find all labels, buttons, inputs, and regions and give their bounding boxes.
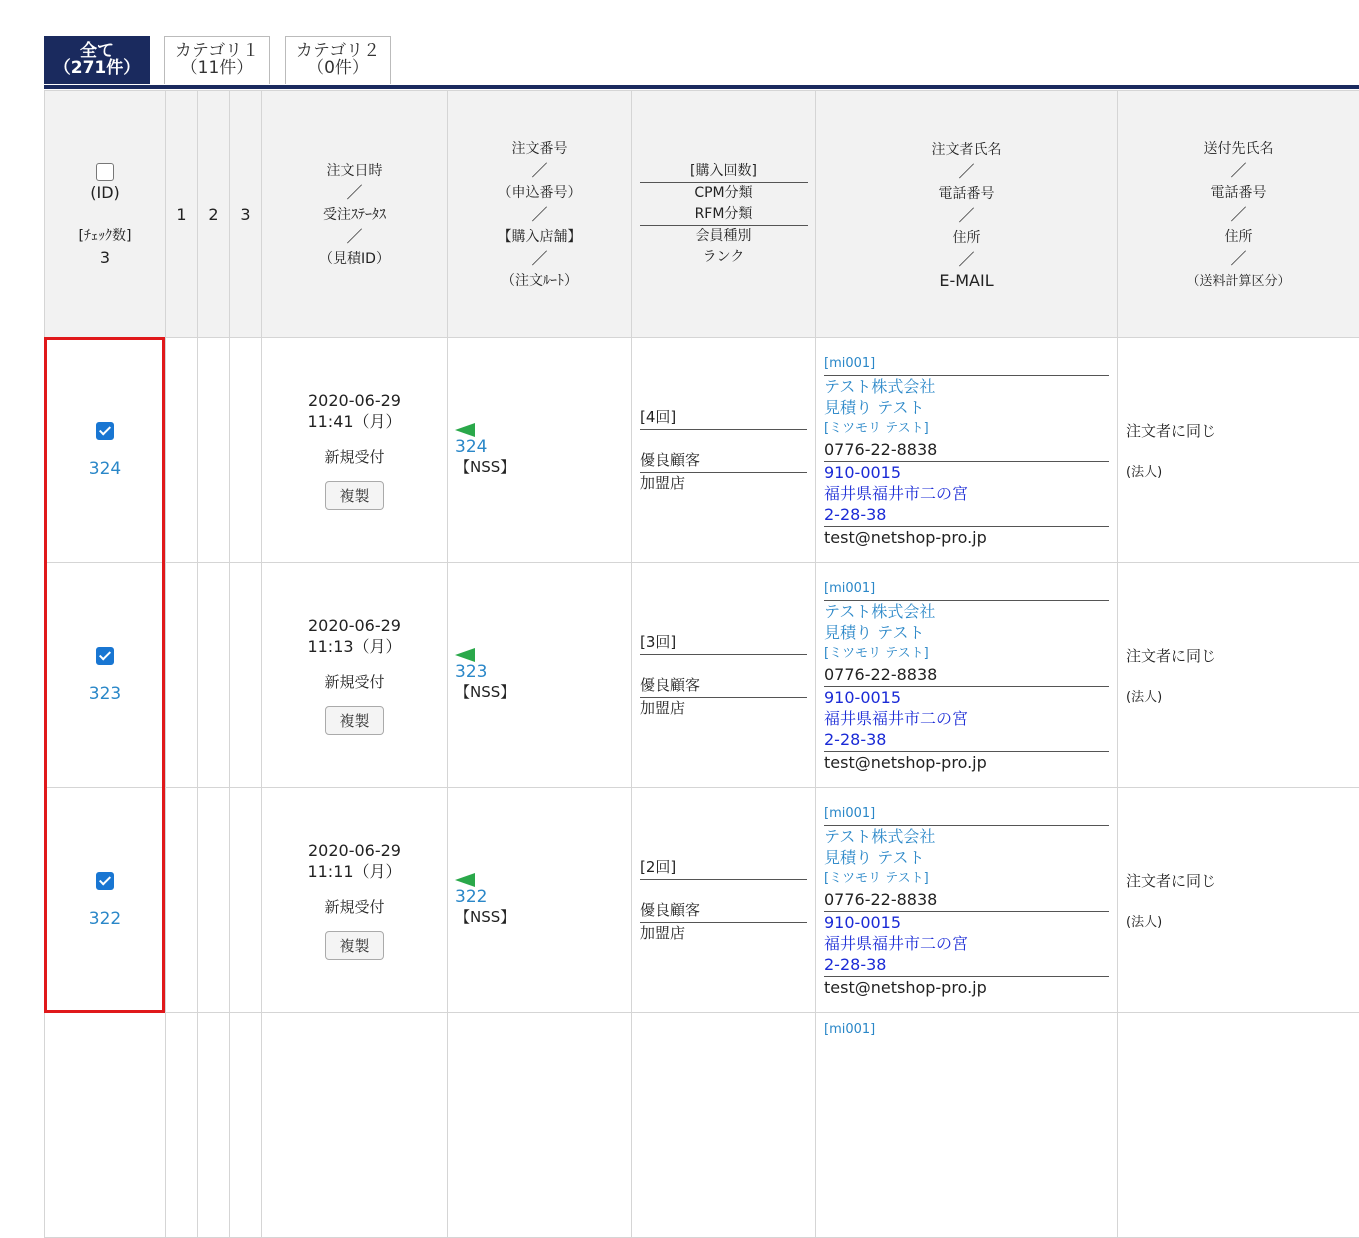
customer-address[interactable]: 福井県福井市二の宮 bbox=[824, 483, 1109, 504]
order-time: 11:41（月） bbox=[307, 412, 401, 431]
duplicate-button[interactable]: 複製 bbox=[325, 931, 383, 960]
row-rank-cell bbox=[632, 788, 816, 1013]
customer-address-2[interactable]: 2-28-38 bbox=[824, 504, 1109, 527]
customer-code[interactable]: [mi001] bbox=[824, 353, 1109, 376]
order-date: 2020-06-29 bbox=[308, 616, 401, 635]
order-date: 2020-06-29 bbox=[308, 841, 401, 860]
customer-code[interactable]: [mi001] bbox=[824, 578, 1109, 601]
flag-icon bbox=[455, 873, 475, 887]
header-date bbox=[262, 91, 448, 338]
row-customer-cell bbox=[816, 563, 1118, 788]
order-status: 新規受付 bbox=[262, 896, 447, 917]
cpm-class: 優良顧客 bbox=[640, 450, 807, 473]
header-date-line: （見積ID） bbox=[319, 251, 390, 267]
tab-underline bbox=[44, 85, 1359, 89]
purchase-shop: 【NSS】 bbox=[455, 907, 631, 927]
header-rank-rank: ランク bbox=[640, 247, 808, 268]
row-order-cell bbox=[448, 1013, 632, 1238]
header-cust-line: E-MAIL bbox=[939, 271, 993, 290]
cpm-class: 優良顧客 bbox=[640, 900, 807, 923]
customer-email: test@netshop-pro.jp bbox=[824, 977, 1109, 998]
row-col-2 bbox=[198, 563, 230, 788]
ship-name: 注文者に同じ bbox=[1126, 645, 1359, 666]
row-select-cell bbox=[45, 788, 166, 1013]
row-shipping-cell bbox=[1118, 1013, 1359, 1238]
table-row bbox=[45, 788, 1359, 1013]
flag-icon bbox=[455, 648, 475, 662]
customer-zip[interactable]: 910-0015 bbox=[824, 912, 1109, 933]
row-order-cell bbox=[448, 563, 632, 788]
duplicate-button[interactable]: 複製 bbox=[325, 706, 383, 735]
row-date-cell bbox=[262, 788, 448, 1013]
customer-code[interactable]: [mi001] bbox=[824, 1019, 1109, 1040]
flag-icon bbox=[455, 423, 475, 437]
header-ship-line: 送付先氏名 bbox=[1204, 141, 1274, 157]
header-date-line: 注文日時 bbox=[327, 163, 383, 179]
tab-category-1-count: （11件） bbox=[165, 60, 269, 77]
header-col-1: 1 bbox=[166, 91, 198, 338]
header-sep: ／ bbox=[1230, 161, 1246, 180]
row-customer-cell bbox=[816, 338, 1118, 563]
customer-code[interactable]: [mi001] bbox=[824, 803, 1109, 826]
header-sep: ／ bbox=[531, 249, 547, 268]
row-checkbox[interactable] bbox=[96, 872, 114, 890]
row-checkbox[interactable] bbox=[96, 422, 114, 440]
header-col-2: 2 bbox=[198, 91, 230, 338]
header-col-3: 3 bbox=[230, 91, 262, 338]
order-status: 新規受付 bbox=[262, 446, 447, 467]
select-all-checkbox[interactable] bbox=[96, 163, 114, 181]
header-sep: ／ bbox=[1230, 205, 1246, 224]
order-id-link[interactable]: 324 bbox=[89, 459, 121, 479]
purchase-shop: 【NSS】 bbox=[455, 682, 631, 702]
header-sep: ／ bbox=[1230, 249, 1246, 268]
header-sep: ／ bbox=[531, 161, 547, 180]
tab-all[interactable] bbox=[44, 36, 150, 84]
order-status: 新規受付 bbox=[262, 671, 447, 692]
header-cust-line: 住所 bbox=[953, 230, 981, 246]
tab-all-count: （271件） bbox=[45, 60, 149, 77]
table-row bbox=[45, 338, 1359, 563]
orders-table bbox=[44, 90, 1359, 1238]
purchase-count: [2回] bbox=[640, 857, 807, 880]
customer-name[interactable]: 見積り テスト bbox=[824, 847, 1109, 868]
row-col-2 bbox=[198, 1013, 230, 1238]
customer-address[interactable]: 福井県福井市二の宮 bbox=[824, 708, 1109, 729]
purchase-shop: 【NSS】 bbox=[455, 457, 631, 477]
header-customer bbox=[816, 91, 1118, 338]
duplicate-button[interactable]: 複製 bbox=[325, 481, 383, 510]
order-number-link[interactable]: 323 bbox=[455, 662, 631, 682]
customer-company[interactable]: テスト株式会社 bbox=[824, 826, 1109, 847]
table-header-row bbox=[45, 91, 1359, 338]
order-time: 11:13（月） bbox=[307, 637, 401, 656]
header-sep: ／ bbox=[958, 162, 974, 181]
row-shipping-cell bbox=[1118, 338, 1359, 563]
cpm-class: 優良顧客 bbox=[640, 675, 807, 698]
ship-name: 注文者に同じ bbox=[1126, 420, 1359, 441]
tab-category-1[interactable] bbox=[164, 36, 270, 84]
header-cust-line: 注文者氏名 bbox=[932, 142, 1002, 158]
header-order-line: （注文ﾙｰﾄ） bbox=[501, 273, 578, 289]
row-col-2 bbox=[198, 338, 230, 563]
customer-tel: 0776-22-8838 bbox=[824, 889, 1109, 912]
ship-calc: (法人) bbox=[1126, 911, 1359, 930]
row-col-3 bbox=[230, 788, 262, 1013]
tab-category-2-count: （0件） bbox=[286, 60, 390, 77]
order-id-link[interactable]: 322 bbox=[89, 909, 121, 929]
row-col-1 bbox=[166, 338, 198, 563]
row-order-cell bbox=[448, 788, 632, 1013]
order-id-link[interactable]: 323 bbox=[89, 684, 121, 704]
tab-category-2[interactable] bbox=[285, 36, 391, 84]
header-id-label: (ID) bbox=[90, 183, 120, 202]
header-ship-line: 電話番号 bbox=[1211, 185, 1267, 201]
table-row bbox=[45, 563, 1359, 788]
row-customer-cell bbox=[816, 1013, 1118, 1238]
header-ship-line: 住所 bbox=[1225, 229, 1253, 245]
row-rank-cell bbox=[632, 338, 816, 563]
customer-email: test@netshop-pro.jp bbox=[824, 527, 1109, 548]
purchase-count: [3回] bbox=[640, 632, 807, 655]
header-id bbox=[45, 91, 166, 338]
header-order bbox=[448, 91, 632, 338]
header-sep: ／ bbox=[346, 227, 362, 246]
customer-tel: 0776-22-8838 bbox=[824, 664, 1109, 687]
row-select-cell bbox=[45, 338, 166, 563]
customer-zip[interactable]: 910-0015 bbox=[824, 687, 1109, 708]
header-rank bbox=[632, 91, 816, 338]
header-rank-count: [購入回数] bbox=[640, 161, 808, 183]
row-checkbox[interactable] bbox=[96, 647, 114, 665]
customer-kana: [ミツモリ テスト] bbox=[824, 418, 1109, 439]
header-check-count: 3 bbox=[100, 248, 110, 267]
header-order-line: （申込番号） bbox=[498, 185, 582, 201]
customer-zip[interactable]: 910-0015 bbox=[824, 462, 1109, 483]
header-date-line: 受注ｽﾃｰﾀｽ bbox=[323, 207, 386, 223]
member-type: 加盟店 bbox=[640, 698, 807, 719]
header-order-line: 【購入店舗】 bbox=[498, 229, 582, 245]
order-number-link[interactable]: 324 bbox=[455, 437, 631, 457]
table-row-partial bbox=[45, 1013, 1359, 1238]
customer-name[interactable]: 見積り テスト bbox=[824, 397, 1109, 418]
order-date: 2020-06-29 bbox=[308, 391, 401, 410]
customer-company[interactable]: テスト株式会社 bbox=[824, 376, 1109, 397]
row-col-1 bbox=[166, 563, 198, 788]
header-cust-line: 電話番号 bbox=[939, 186, 995, 202]
header-check-label: [ﾁｪｯｸ数] bbox=[79, 228, 132, 244]
customer-address-2[interactable]: 2-28-38 bbox=[824, 729, 1109, 752]
customer-address[interactable]: 福井県福井市二の宮 bbox=[824, 933, 1109, 954]
tab-category-2-label: カテゴリ２ bbox=[296, 41, 380, 61]
header-sep: ／ bbox=[958, 250, 974, 269]
member-type: 加盟店 bbox=[640, 923, 807, 944]
ship-calc: (法人) bbox=[1126, 461, 1359, 480]
row-shipping-cell bbox=[1118, 788, 1359, 1013]
ship-name: 注文者に同じ bbox=[1126, 870, 1359, 891]
row-col-3 bbox=[230, 1013, 262, 1238]
row-col-3 bbox=[230, 563, 262, 788]
header-rank-member: 会員種別 bbox=[640, 226, 808, 247]
row-rank-cell bbox=[632, 1013, 816, 1238]
customer-name[interactable]: 見積り テスト bbox=[824, 622, 1109, 643]
order-time: 11:11（月） bbox=[307, 862, 401, 881]
row-col-1 bbox=[166, 1013, 198, 1238]
row-col-1 bbox=[166, 788, 198, 1013]
row-date-cell bbox=[262, 563, 448, 788]
header-rank-cpm: CPM分類 bbox=[640, 183, 808, 204]
customer-address-2[interactable]: 2-28-38 bbox=[824, 954, 1109, 977]
tab-all-label: 全て bbox=[80, 41, 114, 61]
header-order-line: 注文番号 bbox=[512, 141, 568, 157]
row-customer-cell bbox=[816, 788, 1118, 1013]
customer-email: test@netshop-pro.jp bbox=[824, 752, 1109, 773]
header-shipping bbox=[1118, 91, 1359, 338]
order-number-link[interactable]: 322 bbox=[455, 887, 631, 907]
row-col-3 bbox=[230, 338, 262, 563]
ship-calc: (法人) bbox=[1126, 686, 1359, 705]
row-order-cell bbox=[448, 338, 632, 563]
row-shipping-cell bbox=[1118, 563, 1359, 788]
row-date-cell bbox=[262, 1013, 448, 1238]
header-rank-rfm: RFM分類 bbox=[640, 204, 808, 226]
header-sep: ／ bbox=[531, 205, 547, 224]
row-select-cell bbox=[45, 563, 166, 788]
customer-kana: [ミツモリ テスト] bbox=[824, 868, 1109, 889]
header-ship-line: （送料計算区分） bbox=[1186, 274, 1290, 289]
row-rank-cell bbox=[632, 563, 816, 788]
row-date-cell bbox=[262, 338, 448, 563]
customer-company[interactable]: テスト株式会社 bbox=[824, 601, 1109, 622]
row-select-cell bbox=[45, 1013, 166, 1238]
purchase-count: [4回] bbox=[640, 407, 807, 430]
member-type: 加盟店 bbox=[640, 473, 807, 494]
header-sep: ／ bbox=[346, 183, 362, 202]
customer-tel: 0776-22-8838 bbox=[824, 439, 1109, 462]
row-col-2 bbox=[198, 788, 230, 1013]
customer-kana: [ミツモリ テスト] bbox=[824, 643, 1109, 664]
tab-category-1-label: カテゴリ１ bbox=[175, 41, 259, 61]
header-sep: ／ bbox=[958, 206, 974, 225]
